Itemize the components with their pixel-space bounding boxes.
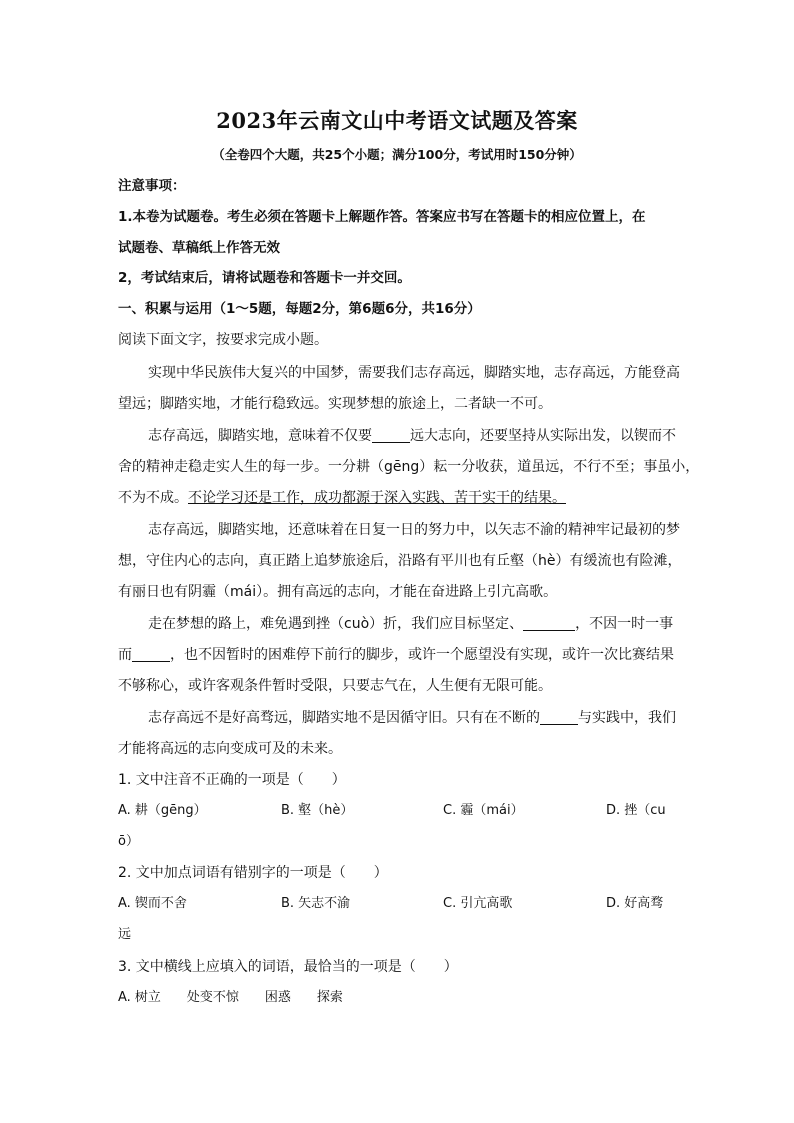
question-2: 2. 文中加点词语有错别字的一项是（ ） bbox=[118, 865, 388, 881]
section-heading-1: 一、积累与运用（1～5题，每题2分，第6题6分，共16分） bbox=[118, 301, 481, 317]
q1-option-a: A. 耕（gēng） bbox=[118, 803, 207, 818]
underlined-sentence: 不论学习还是工作，成功都源于深入实践、苦干实干的结果。 bbox=[188, 490, 566, 506]
passage-p5-line-1 bbox=[148, 708, 678, 728]
notice-item-1-line-1: 1.本卷为试题卷。考生必须在答题卡上解题作答。答案应书写在答题卡的相应位置上，在 bbox=[118, 209, 646, 225]
passage-text: 志存高远，脚踏实地，意味着不仅要 bbox=[148, 428, 372, 444]
fill-blank-1 bbox=[372, 427, 410, 443]
passage-p1-line-1: 实现中华民族伟大复兴的中国梦，需要我们志存高远，脚踏实地，志存高远，方能登高 bbox=[148, 365, 680, 381]
q1-option-d: D. 挫（cu bbox=[606, 803, 666, 818]
passage-p4-line-1 bbox=[148, 614, 678, 634]
q2-option-d: D. 好高骛 bbox=[606, 896, 664, 911]
passage-text: 与实践中，我们 bbox=[578, 710, 676, 726]
fill-blank-2 bbox=[523, 615, 575, 631]
q2-option-d-wrap: 远 bbox=[118, 927, 132, 942]
passage-text: 远大志向，还要坚持从实际出发，以锲而不 bbox=[410, 428, 676, 444]
fill-blank-4 bbox=[540, 709, 578, 725]
passage-p2-line-1 bbox=[148, 426, 678, 446]
q2-option-b: B. 矢志不渝 bbox=[281, 896, 351, 911]
passage-text: ，也不因暂时的困难停下前行的脚步，或许一个愿望没有实现，或许一次比赛结果 bbox=[170, 647, 674, 663]
reading-instruction: 阅读下面文字，按要求完成小题。 bbox=[118, 332, 328, 348]
document-title: 2023年云南文山中考语文试题及答案 bbox=[216, 108, 578, 133]
passage-text: 志存高远不是好高骛远，脚踏实地不是因循守旧。只有在不断的 bbox=[148, 710, 540, 726]
question-3: 3. 文中横线上应填入的词语，最恰当的一项是（ ） bbox=[118, 959, 458, 975]
passage-p4-line-2 bbox=[118, 645, 678, 665]
passage-p2-line-3 bbox=[118, 488, 678, 508]
passage-p4-line-3: 不够称心，或许客观条件暂时受限，只要志气在，人生便有无限可能。 bbox=[118, 678, 552, 694]
passage-p3-line-3: 有丽日也有阴霾（mái）。拥有高远的志向，才能在奋进路上引亢高歌。 bbox=[118, 584, 558, 600]
passage-p5-line-2: 才能将高远的志向变成可及的未来。 bbox=[118, 741, 342, 757]
passage-text: 不为不成。 bbox=[118, 490, 188, 506]
q2-option-c: C. 引亢高歌 bbox=[443, 896, 513, 911]
passage-p1-line-2: 望远；脚踏实地，才能行稳致远。实现梦想的旅途上，二者缺一不可。 bbox=[118, 396, 552, 412]
passage-p3-line-1: 志存高远，脚踏实地，还意味着在日复一日的努力中，以矢志不渝的精神牢记最初的梦 bbox=[148, 522, 680, 538]
passage-p2-line-2: 舍的精神走稳走实人生的每一步。一分耕（gēng）耘一分收获，道虽远，不行不至；事虽小， bbox=[118, 459, 700, 475]
document-subtitle: （全卷四个大题，共25个小题；满分100分，考试用时150分钟） bbox=[212, 147, 582, 162]
q1-option-c: C. 霾（mái） bbox=[443, 803, 524, 818]
question-1: 1. 文中注音不正确的一项是（ ） bbox=[118, 772, 346, 788]
q1-option-d-wrap: ō） bbox=[118, 834, 139, 849]
q1-option-b: B. 壑（hè） bbox=[281, 803, 354, 818]
passage-p3-line-2: 想，守住内心的志向，真正踏上追梦旅途后，沿路有平川也有丘壑（hè）有缓流也有险滩， bbox=[118, 553, 682, 569]
notice-item-2: 2，考试结束后，请将试题卷和答题卡一并交回。 bbox=[118, 270, 411, 286]
passage-text: 走在梦想的路上，难免遇到挫（cuò）折，我们应目标坚定、 bbox=[148, 616, 524, 632]
q2-option-a: A. 锲而不舍 bbox=[118, 896, 187, 911]
passage-text: 而 bbox=[118, 647, 132, 663]
passage-text: ，不因一时一事 bbox=[575, 616, 674, 632]
notice-item-1-line-2: 试题卷、草稿纸上作答无效 bbox=[118, 240, 280, 256]
q3-option-a: A. 树立 处变不惊 困惑 探索 bbox=[118, 990, 343, 1005]
fill-blank-3 bbox=[132, 646, 170, 662]
notice-heading: 注意事项： bbox=[118, 178, 186, 194]
